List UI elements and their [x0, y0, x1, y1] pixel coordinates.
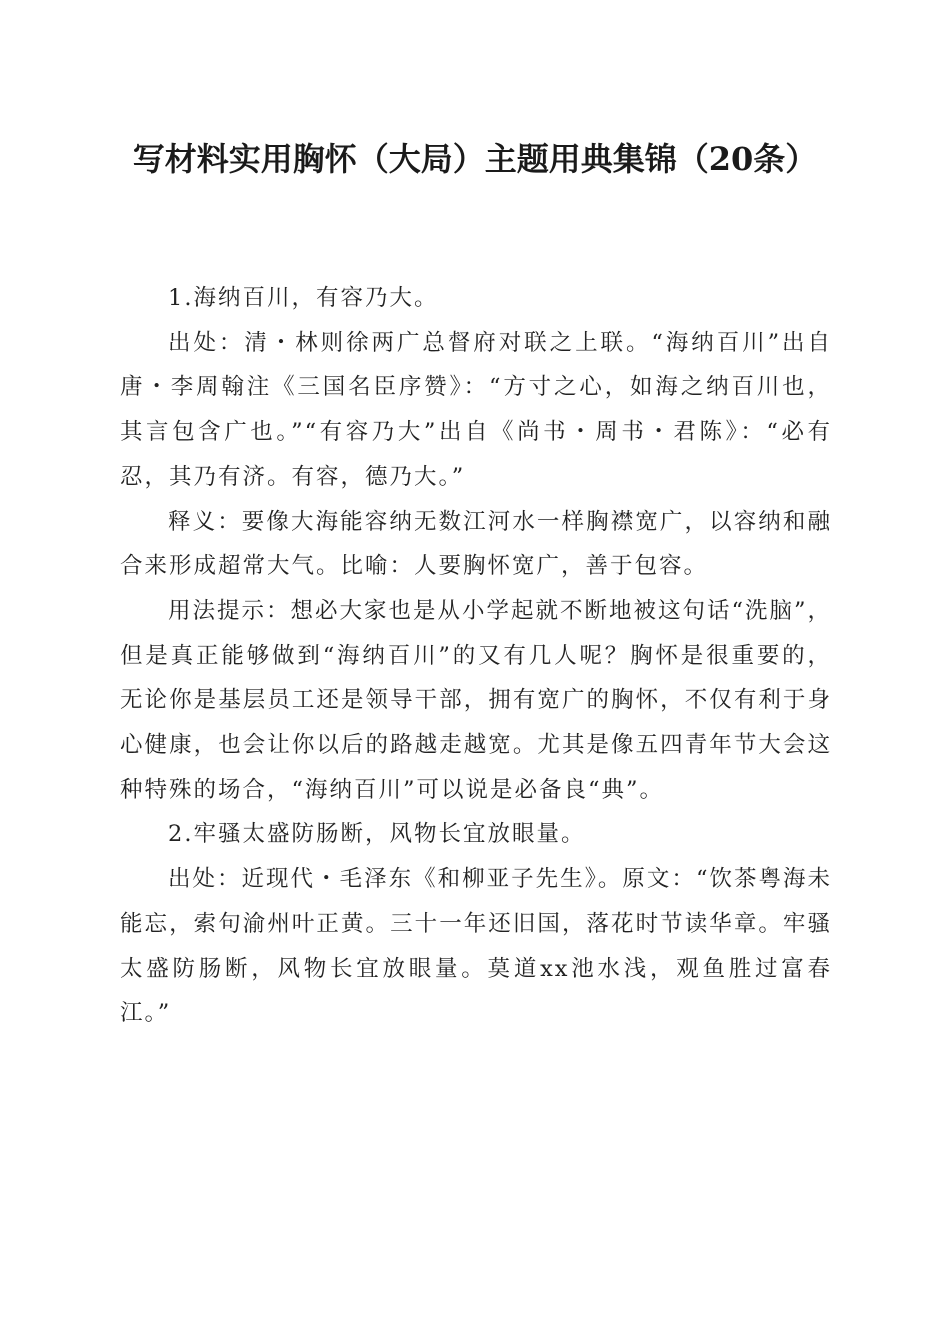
paragraph-item-1-heading: 1.海纳百川，有容乃大。: [168, 285, 439, 311]
document-title: 写材料实用胸怀（大局）主题用典集锦（20条）: [132, 140, 818, 178]
paragraph-item-1-meaning: 释义：要像大海能容纳无数江河水一样胸襟宽广，以容纳和融合来形成超常大气。比喻：人要胸怀宽广，善于包容。: [120, 508, 832, 580]
document-body: [120, 276, 832, 1036]
paragraph-item-2-heading: 2.牢骚太盛防肠断，风物长宜放眼量。: [168, 821, 586, 848]
paragraph-item-1-source: 出处：清・林则徐两广总督府对联之上联。“海纳百川”出自唐・李周翰注《三国名臣序赞》：“方寸之心，如海之纳百川也，其言包含广也。”“有容乃大”出自《尚书・周书・君陈》：“必有忍，其乃有济。有容，德乃大。”: [120, 329, 832, 490]
paragraph-item-1-usage: 用法提示：想必大家也是从小学起就不断地被这句话“洗脑”，但是真正能够做到“海纳百川”的又有几人呢？胸怀是很重要的，无论你是基层员工还是领导干部，拥有宽广的胸怀，不仅有利于身心健康，也会让你以后的路越走越宽。尤其是像五四青年节大会这种特殊的场合，“海纳百川”可以说是必备良“典”。: [120, 597, 833, 803]
paragraph-item-2-source: 出处：近现代・毛泽东《和柳亚子先生》。原文：“饮茶粤海未能忘，索句渝州叶正黄。三十一年还旧国，落花时节读华章。牢骚太盛防肠断，风物长宜放眼量。莫道xx池水浅，观鱼胜过富春江。”: [120, 866, 832, 1027]
